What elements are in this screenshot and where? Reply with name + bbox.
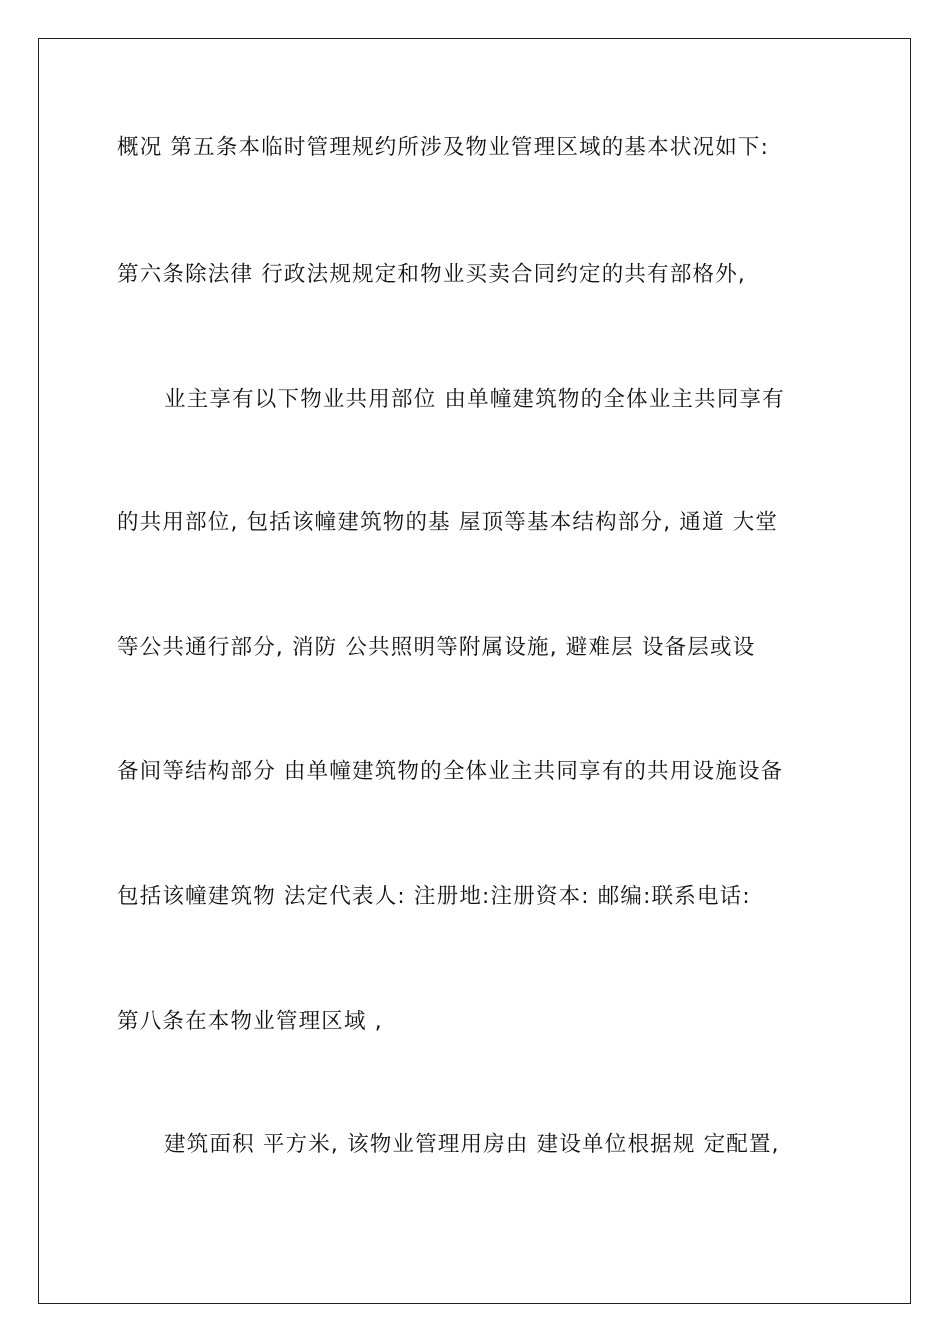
text-line: 概况 第五条本临时管理规约所涉及物业管理区域的基本状况如下: (117, 135, 770, 160)
text-line: 的共用部位, 包括该幢建筑物的基 屋顶等基本结构部分, 通道 大堂 (117, 510, 779, 535)
text-line: 等公共通行部分, 消防 公共照明等附属设施, 避难层 设备层或设 (117, 635, 756, 660)
text-line: 备间等结构部分 由单幢建筑物的全体业主共同享有的共用设施设备 (117, 759, 784, 784)
text-line: 建筑面积 平方米, 该物业管理用房由 建设单位根据规 定配置, (164, 1132, 780, 1157)
text-line: 第六条除法律 行政法规规定和物业买卖合同约定的共有部格外, (117, 262, 746, 287)
text-line: 第八条在本物业管理区域 , (117, 1009, 383, 1034)
page-border (38, 38, 911, 1304)
text-line: 包括该幢建筑物 法定代表人: 注册地:注册资本: 邮编:联系电话: (117, 884, 751, 909)
text-line: 业主享有以下物业共用部位 由单幢建筑物的全体业主共同享有 (164, 387, 785, 412)
